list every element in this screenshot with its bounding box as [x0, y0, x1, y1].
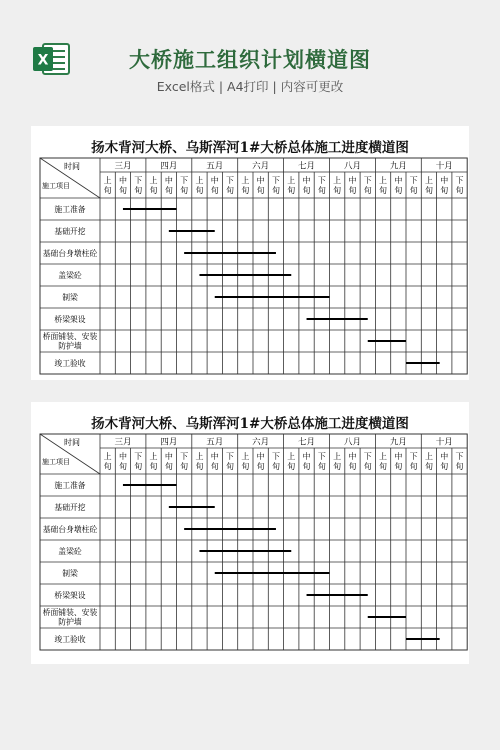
period-header: 上旬 [241, 452, 250, 471]
period-header: 上旬 [287, 176, 296, 195]
task-name: 桥面铺装、安装防护墙 [42, 332, 98, 351]
corner-item-label: 施工项目 [42, 182, 70, 190]
month-header: 八月 [343, 437, 361, 448]
period-header: 上旬 [379, 452, 388, 471]
page-subtitle: Excel格式 | A4打印 | 内容可更改 [156, 79, 344, 94]
corner-time-label: 时间 [64, 162, 80, 171]
period-header: 下旬 [226, 452, 235, 471]
period-header: 上旬 [149, 452, 158, 471]
period-header: 中旬 [118, 176, 127, 195]
period-header: 上旬 [241, 176, 250, 195]
period-header: 上旬 [103, 176, 112, 195]
task-name: 制梁 [62, 293, 78, 302]
period-header: 上旬 [195, 452, 204, 471]
month-header: 九月 [389, 161, 407, 172]
period-header: 中旬 [256, 452, 265, 471]
month-header: 九月 [389, 437, 407, 448]
period-header: 中旬 [302, 452, 311, 471]
task-name: 盖梁砼 [58, 547, 82, 556]
period-header: 下旬 [271, 452, 280, 471]
month-header: 五月 [206, 437, 224, 448]
month-header: 十月 [435, 161, 453, 172]
task-name: 基础开挖 [54, 227, 86, 236]
task-name: 盖梁砼 [58, 271, 82, 280]
month-header: 六月 [252, 437, 270, 448]
period-header: 上旬 [333, 452, 342, 471]
task-name: 竣工验收 [54, 635, 86, 644]
period-header: 上旬 [195, 176, 204, 195]
period-header: 下旬 [455, 452, 464, 471]
task-name: 基础台身墩柱砼 [42, 249, 98, 258]
task-name: 基础开挖 [54, 503, 86, 512]
period-header: 下旬 [226, 176, 235, 195]
month-header: 四月 [160, 161, 178, 172]
period-header: 下旬 [455, 176, 464, 195]
period-header: 上旬 [333, 176, 342, 195]
period-header: 中旬 [164, 452, 173, 471]
month-header: 五月 [206, 161, 224, 172]
month-header: 三月 [114, 161, 132, 172]
period-header: 下旬 [409, 176, 418, 195]
period-header: 下旬 [409, 452, 418, 471]
task-name: 桥面铺装、安装防护墙 [42, 608, 98, 627]
period-header: 下旬 [134, 176, 143, 195]
period-header: 中旬 [302, 176, 311, 195]
schedule-sheet-1 [31, 126, 469, 380]
period-header: 中旬 [118, 452, 127, 471]
sheet-title: 扬木背河大桥、乌斯浑河1#大桥总体施工进度横道图 [91, 416, 409, 432]
period-header: 中旬 [256, 176, 265, 195]
period-header: 上旬 [103, 452, 112, 471]
period-header: 中旬 [210, 176, 219, 195]
period-header: 中旬 [394, 452, 403, 471]
sheet-title: 扬木背河大桥、乌斯浑河1#大桥总体施工进度横道图 [91, 140, 409, 156]
page-title: 大桥施工组织计划横道图 [129, 48, 371, 72]
page-header [0, 0, 500, 110]
gantt-grid [31, 402, 469, 664]
period-header: 中旬 [348, 176, 357, 195]
gantt-grid [31, 126, 469, 380]
schedule-sheet-2 [31, 402, 469, 664]
period-header: 中旬 [440, 176, 449, 195]
period-header: 上旬 [149, 176, 158, 195]
period-header: 中旬 [440, 452, 449, 471]
period-header: 上旬 [287, 452, 296, 471]
corner-item-label: 施工项目 [42, 458, 70, 466]
period-header: 中旬 [210, 452, 219, 471]
period-header: 上旬 [424, 176, 433, 195]
task-name: 桥梁架设 [54, 591, 86, 600]
period-header: 下旬 [271, 176, 280, 195]
period-header: 上旬 [379, 176, 388, 195]
period-header: 下旬 [317, 176, 326, 195]
month-header: 七月 [298, 161, 316, 172]
task-name: 基础台身墩柱砼 [42, 525, 98, 534]
task-name: 施工准备 [54, 205, 86, 214]
month-header: 六月 [252, 161, 270, 172]
period-header: 中旬 [394, 176, 403, 195]
month-header: 三月 [114, 437, 132, 448]
period-header: 上旬 [424, 452, 433, 471]
month-header: 八月 [343, 161, 361, 172]
period-header: 中旬 [164, 176, 173, 195]
task-name: 施工准备 [54, 481, 86, 490]
period-header: 下旬 [363, 176, 372, 195]
month-header: 七月 [298, 437, 316, 448]
month-header: 四月 [160, 437, 178, 448]
period-header: 下旬 [317, 452, 326, 471]
task-name: 制梁 [62, 569, 78, 578]
period-header: 下旬 [363, 452, 372, 471]
period-header: 中旬 [348, 452, 357, 471]
period-header: 下旬 [180, 176, 189, 195]
excel-logo-letter: X [37, 52, 49, 69]
corner-time-label: 时间 [64, 438, 80, 447]
period-header: 下旬 [134, 452, 143, 471]
task-name: 竣工验收 [54, 359, 86, 368]
task-name: 桥梁架设 [54, 315, 86, 324]
month-header: 十月 [435, 437, 453, 448]
period-header: 下旬 [180, 452, 189, 471]
